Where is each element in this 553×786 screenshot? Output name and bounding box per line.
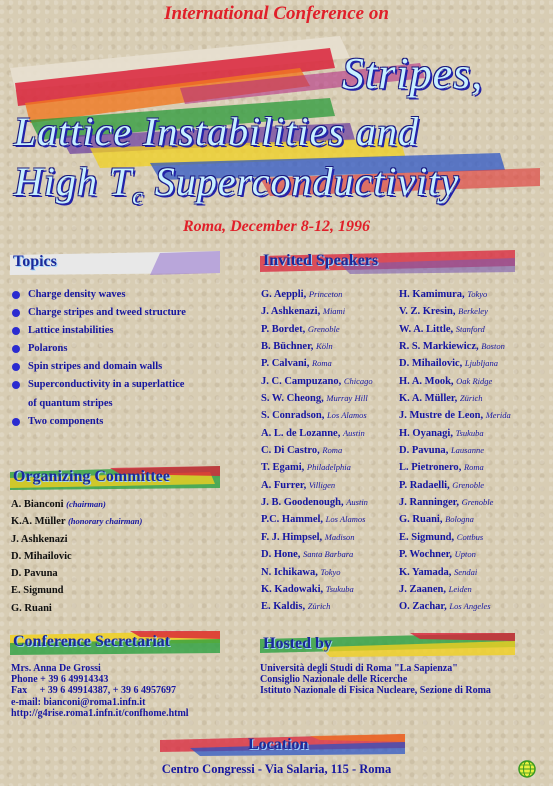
list-item: Charge density waves (12, 286, 252, 304)
list-item: K.A. Müller (honorary chairman) (11, 516, 143, 528)
hosted-header: Hosted by (260, 633, 515, 657)
contact-phone: Phone + 39 6 49914343 (11, 674, 109, 686)
list-item: R. S. Markiewicz, Boston (399, 341, 505, 353)
list-item: S. Conradson, Los Alamos (261, 410, 367, 422)
conference-dates: Roma, December 8-12, 1996 (182, 218, 371, 235)
bullet-icon (12, 381, 20, 389)
list-item: G. Aeppli, Princeton (261, 289, 343, 300)
secretariat-header: Conference Secretariat (10, 631, 220, 655)
list-item: J. Ashkenazi (11, 533, 68, 545)
list-item: V. Z. Kresin, Berkeley (399, 306, 488, 318)
list-item: J. Zaanen, Leiden (399, 583, 472, 595)
list-item: P. Bordet, Grenoble (261, 323, 340, 335)
list-item: H. Kamimura, Tokyo (399, 289, 488, 300)
list-item: Lattice instabilities (12, 322, 252, 340)
list-item: W. A. Little, Stanford (399, 323, 485, 335)
title-line-3: High $T_c$ Superconductivity (14, 159, 460, 210)
list-item: T. Egami, Philadelphia (261, 462, 351, 474)
host-infn: Istituto Nazionale di Fisica Nucleare, Sezione di Roma (260, 685, 491, 697)
list-item: E. Sigmund (11, 585, 64, 597)
list-item: Charge stripes and tweed structure (12, 304, 252, 322)
committee-list (11, 496, 142, 617)
host-university: Università degli Studi di Roma "La Sapienza" (260, 663, 458, 674)
list-item: D. Hone, Santa Barbara (261, 549, 354, 561)
title-line-2: Lattice Instabilities and (14, 109, 419, 154)
list-item: P. Calvani, Roma (261, 358, 332, 370)
contact-url-link[interactable]: http://g4rise.roma1.infn.it/confhome.html (11, 707, 189, 719)
bullet-icon (12, 309, 20, 317)
host-cnr: Consiglio Nazionale delle Ricerche (260, 674, 408, 686)
contact-fax: Fax + 39 6 49914387, + 39 6 4957697 (11, 685, 177, 697)
speakers-list-right (399, 286, 511, 616)
list-item: Polarons (12, 340, 252, 358)
speakers-list-left (261, 286, 373, 616)
globe-icon[interactable] (518, 760, 536, 778)
list-item: J. Ranninger, Grenoble (399, 497, 494, 509)
title-line-1: Stripes, (342, 49, 484, 98)
list-item: G. Ruani (11, 602, 52, 614)
bullet-icon (12, 418, 20, 426)
list-item: E. Kaldis, Zürich (261, 601, 331, 613)
list-item: A. L. de Lozanne, Austin (261, 427, 365, 439)
topics-header: Topics (10, 251, 220, 275)
list-item: E. Sigmund, Cottbus (399, 531, 484, 543)
list-item: D. Pavuna (11, 568, 58, 580)
committee-header: Organizing Committee (10, 466, 220, 490)
conference-subtitle: International Conference on (164, 3, 389, 24)
list-item: J. C. Campuzano, Chicago (261, 375, 373, 387)
hosted-institutions (260, 663, 491, 697)
list-item: Spin stripes and domain walls (12, 358, 252, 376)
list-item: D. Mihailovic (11, 550, 72, 562)
list-item: P. Radaelli, Grenoble (399, 479, 485, 491)
contact-email[interactable]: e-mail: bianconi@roma1.infn.it (11, 696, 146, 708)
list-item: J. Mustre de Leon, Merida (399, 410, 511, 422)
list-item: S. W. Cheong, Murray Hill (261, 393, 368, 405)
list-item: C. Di Castro, Roma (261, 445, 343, 457)
list-item: J. Ashkenazi, Miami (261, 306, 346, 318)
list-item: K. A. Müller, Zürich (399, 393, 483, 405)
list-item: O. Zachar, Los Angeles (399, 601, 491, 613)
list-item: A. Bianconi (chairman) (11, 499, 106, 510)
venue-address: Centro Congressi - Via Salaria, 115 - Roma (161, 762, 392, 776)
list-item: K. Kadowaki, Tsukuba (261, 583, 354, 595)
list-item: L. Pietronero, Roma (399, 462, 484, 474)
list-item: H. A. Mook, Oak Ridge (399, 375, 493, 387)
list-item: N. Ichikawa, Tokyo (261, 566, 341, 578)
location-header: Location (160, 734, 405, 758)
list-item: P. Wochner, Upton (399, 549, 476, 561)
list-item: A. Furrer, Villigen (261, 479, 336, 491)
list-item: P.C. Hammel, Los Alamos (261, 514, 366, 526)
bullet-icon (12, 345, 20, 353)
bullet-icon (12, 291, 20, 299)
list-item: H. Oyanagi, Tsukuba (399, 427, 484, 439)
speakers-header: Invited Speakers (260, 250, 515, 274)
list-item: D. Pavuna, Lausanne (399, 445, 484, 457)
list-item: Two components (12, 413, 252, 431)
list-item: B. Büchner, Köln (261, 341, 333, 353)
list-item: Superconductivity in a superlattice of quantum stripes (12, 376, 252, 412)
list-item: F. J. Himpsel, Madison (261, 531, 355, 543)
bullet-icon (12, 327, 20, 335)
bullet-icon (12, 363, 20, 371)
secretariat-contact (11, 663, 189, 719)
topics-list (12, 286, 252, 431)
list-item: D. Mihailovic, Ljubljana (399, 358, 498, 370)
list-item: K. Yamada, Sendai (399, 566, 478, 578)
contact-name: Mrs. Anna De Grossi (11, 663, 101, 674)
list-item: G. Ruani, Bologna (399, 514, 474, 526)
list-item: J. B. Goodenough, Austin (261, 497, 368, 509)
